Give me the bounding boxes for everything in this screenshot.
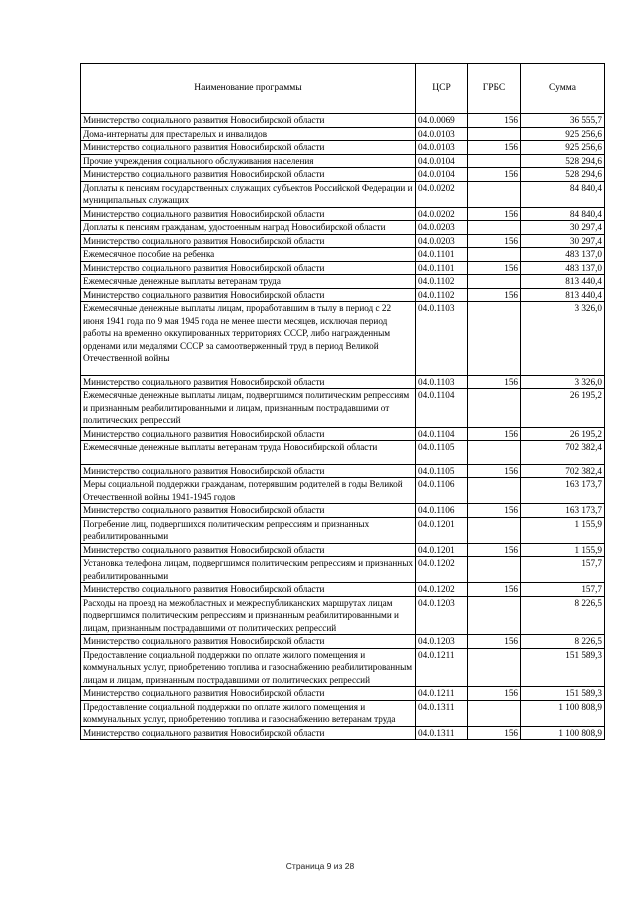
cell-grbs: 156 xyxy=(468,427,521,441)
cell-name: Доплаты к пенсиям государственных служащих субъектов Российской Федерации и муниципальных служащих xyxy=(81,181,416,207)
cell-grbs: 156 xyxy=(468,583,521,597)
cell-csr: 04.0.0104 xyxy=(416,168,468,182)
cell-grbs: 156 xyxy=(468,288,521,302)
header-name: Наименование программы xyxy=(81,64,416,114)
table-row xyxy=(81,543,605,557)
cell-sum: 84 840,4 xyxy=(521,207,605,221)
cell-grbs: 156 xyxy=(468,375,521,389)
cell-sum: 1 155,9 xyxy=(521,543,605,557)
cell-csr: 04.0.1105 xyxy=(416,441,468,465)
table-row xyxy=(81,288,605,302)
cell-csr: 04.0.1201 xyxy=(416,517,468,543)
cell-grbs: 156 xyxy=(468,726,521,740)
table-row xyxy=(81,464,605,478)
cell-grbs: 156 xyxy=(468,168,521,182)
cell-grbs: 156 xyxy=(468,234,521,248)
cell-name: Министерство социального развития Новосибирской области xyxy=(81,375,416,389)
cell-csr: 04.0.1203 xyxy=(416,635,468,649)
cell-csr: 04.0.1311 xyxy=(416,700,468,726)
cell-grbs xyxy=(468,221,521,235)
cell-grbs xyxy=(468,648,521,687)
cell-name: Погребение лиц, подвергшихся политическим репрессиям и признанных реабилитированными xyxy=(81,517,416,543)
cell-name: Расходы на проезд на межобластных и межреспубликанских маршрутах лицам подвергшимся политическим репрессиям и признанным реабилитированными и лицам, признанным пострадавшими от политических репрессий xyxy=(81,596,416,635)
cell-csr: 04.0.0202 xyxy=(416,207,468,221)
cell-name: Дома-интернаты для престарелых и инвалидов xyxy=(81,127,416,141)
cell-grbs xyxy=(468,557,521,583)
table-row xyxy=(81,154,605,168)
cell-sum: 30 297,4 xyxy=(521,221,605,235)
table-row xyxy=(81,375,605,389)
cell-sum: 528 294,6 xyxy=(521,168,605,182)
table-body xyxy=(81,114,605,740)
cell-grbs xyxy=(468,127,521,141)
cell-name: Министерство социального развития Новосибирской области xyxy=(81,504,416,518)
cell-name: Министерство социального развития Новосибирской области xyxy=(81,207,416,221)
table-row xyxy=(81,648,605,687)
table-row xyxy=(81,302,605,376)
cell-grbs xyxy=(468,700,521,726)
table-row xyxy=(81,635,605,649)
cell-sum: 151 589,3 xyxy=(521,648,605,687)
cell-sum: 925 256,6 xyxy=(521,127,605,141)
cell-grbs: 156 xyxy=(468,141,521,155)
cell-grbs: 156 xyxy=(468,687,521,701)
cell-csr: 04.0.1101 xyxy=(416,261,468,275)
table-row xyxy=(81,441,605,465)
cell-name: Министерство социального развития Новосибирской области xyxy=(81,141,416,155)
cell-sum: 157,7 xyxy=(521,583,605,597)
table-row xyxy=(81,557,605,583)
table-row xyxy=(81,275,605,289)
cell-name: Меры социальной поддержки гражданам, потерявшим родителей в годы Великой Отечественной войны 1941-1945 годов xyxy=(81,478,416,504)
table-row xyxy=(81,517,605,543)
cell-sum: 157,7 xyxy=(521,557,605,583)
cell-name: Министерство социального развития Новосибирской области xyxy=(81,464,416,478)
cell-sum: 702 382,4 xyxy=(521,464,605,478)
cell-csr: 04.0.1105 xyxy=(416,464,468,478)
cell-sum: 3 326,0 xyxy=(521,302,605,376)
cell-sum: 1 100 808,9 xyxy=(521,726,605,740)
cell-name: Предоставление социальной поддержки по оплате жилого помещения и коммунальных услуг, приобретению топлива и газоснабжению реабилитированным лицам и лицам, признанным пострадавшими от политических репрессий xyxy=(81,648,416,687)
document-sheet xyxy=(80,63,604,740)
cell-grbs: 156 xyxy=(468,543,521,557)
cell-csr: 04.0.1202 xyxy=(416,557,468,583)
cell-name: Министерство социального развития Новосибирской области xyxy=(81,635,416,649)
cell-name: Министерство социального развития Новосибирской области xyxy=(81,427,416,441)
cell-csr: 04.0.1106 xyxy=(416,478,468,504)
cell-name: Министерство социального развития Новосибирской области xyxy=(81,168,416,182)
table-row xyxy=(81,168,605,182)
table-row xyxy=(81,127,605,141)
cell-csr: 04.0.0069 xyxy=(416,114,468,128)
cell-sum: 26 195,2 xyxy=(521,427,605,441)
cell-name: Министерство социального развития Новосибирской области xyxy=(81,261,416,275)
cell-csr: 04.0.1202 xyxy=(416,583,468,597)
cell-grbs: 156 xyxy=(468,504,521,518)
table-row xyxy=(81,261,605,275)
cell-name: Министерство социального развития Новосибирской области xyxy=(81,234,416,248)
cell-name: Доплаты к пенсиям гражданам, удостоенным наград Новосибирской области xyxy=(81,221,416,235)
cell-grbs xyxy=(468,596,521,635)
cell-grbs xyxy=(468,248,521,262)
cell-csr: 04.0.1311 xyxy=(416,726,468,740)
cell-sum: 163 173,7 xyxy=(521,478,605,504)
cell-grbs: 156 xyxy=(468,207,521,221)
cell-grbs xyxy=(468,302,521,376)
table-row xyxy=(81,478,605,504)
cell-sum: 702 382,4 xyxy=(521,441,605,465)
cell-csr: 04.0.1201 xyxy=(416,543,468,557)
cell-csr: 04.0.1101 xyxy=(416,248,468,262)
cell-sum: 1 100 808,9 xyxy=(521,700,605,726)
cell-name: Министерство социального развития Новосибирской области xyxy=(81,726,416,740)
cell-csr: 04.0.1211 xyxy=(416,687,468,701)
cell-sum: 925 256,6 xyxy=(521,141,605,155)
table-row xyxy=(81,221,605,235)
cell-name: Ежемесячное пособие на ребенка xyxy=(81,248,416,262)
cell-grbs xyxy=(468,517,521,543)
cell-name: Министерство социального развития Новосибирской области xyxy=(81,114,416,128)
table-row xyxy=(81,248,605,262)
header-grbs: ГРБС xyxy=(468,64,521,114)
cell-csr: 04.0.1102 xyxy=(416,275,468,289)
cell-csr: 04.0.0103 xyxy=(416,141,468,155)
cell-name: Предоставление социальной поддержки по оплате жилого помещения и коммунальных услуг, приобретению топлива и газоснабжению ветеранам труда xyxy=(81,700,416,726)
table-row xyxy=(81,389,605,428)
cell-sum: 151 589,3 xyxy=(521,687,605,701)
cell-grbs: 156 xyxy=(468,261,521,275)
table-row xyxy=(81,583,605,597)
cell-sum: 163 173,7 xyxy=(521,504,605,518)
table-row xyxy=(81,687,605,701)
cell-sum: 1 155,9 xyxy=(521,517,605,543)
cell-sum: 528 294,6 xyxy=(521,154,605,168)
table-row xyxy=(81,114,605,128)
cell-sum: 483 137,0 xyxy=(521,261,605,275)
cell-sum: 26 195,2 xyxy=(521,389,605,428)
cell-grbs xyxy=(468,478,521,504)
table-row xyxy=(81,141,605,155)
cell-grbs xyxy=(468,389,521,428)
cell-name: Ежемесячные денежные выплаты лицам, подвергшимся политическим репрессиям и признанным реабилитированными и лицам, признанным пострадавшими от политических репрессий xyxy=(81,389,416,428)
cell-name: Прочие учреждения социального обслуживания населения xyxy=(81,154,416,168)
cell-sum: 8 226,5 xyxy=(521,596,605,635)
cell-csr: 04.0.1104 xyxy=(416,427,468,441)
cell-grbs: 156 xyxy=(468,464,521,478)
cell-name: Министерство социального развития Новосибирской области xyxy=(81,583,416,597)
cell-csr: 04.0.1203 xyxy=(416,596,468,635)
cell-grbs xyxy=(468,441,521,465)
cell-csr: 04.0.1106 xyxy=(416,504,468,518)
cell-grbs: 156 xyxy=(468,635,521,649)
header-sum: Сумма xyxy=(521,64,605,114)
cell-sum: 483 137,0 xyxy=(521,248,605,262)
cell-grbs: 156 xyxy=(468,114,521,128)
cell-csr: 04.0.0103 xyxy=(416,127,468,141)
cell-name: Ежемесячные денежные выплаты лицам, проработавшим в тылу в период с 22 июня 1941 года по 9 мая 1945 года не менее шести месяцев, исключая период работы на временно оккупированных территориях СССР, либо награжденным орденами или медалями СССР за самоотверженный труд в период Великой Отечественной войны xyxy=(81,302,416,376)
cell-name: Министерство социального развития Новосибирской области xyxy=(81,687,416,701)
cell-csr: 04.0.1211 xyxy=(416,648,468,687)
cell-sum: 813 440,4 xyxy=(521,275,605,289)
table-row xyxy=(81,726,605,740)
cell-sum: 84 840,4 xyxy=(521,181,605,207)
table-row xyxy=(81,181,605,207)
table-row xyxy=(81,427,605,441)
cell-csr: 04.0.0203 xyxy=(416,221,468,235)
cell-csr: 04.0.1104 xyxy=(416,389,468,428)
cell-sum: 3 326,0 xyxy=(521,375,605,389)
cell-csr: 04.0.1102 xyxy=(416,288,468,302)
cell-sum: 30 297,4 xyxy=(521,234,605,248)
page-footer: Страница 9 из 28 xyxy=(285,861,355,871)
table-row xyxy=(81,700,605,726)
cell-name: Министерство социального развития Новосибирской области xyxy=(81,288,416,302)
cell-name: Ежемесячные денежные выплаты ветеранам труда xyxy=(81,275,416,289)
cell-csr: 04.0.1103 xyxy=(416,375,468,389)
table-row xyxy=(81,207,605,221)
cell-name: Установка телефона лицам, подвергшимся политическим репрессиям и признанных реабилитированными xyxy=(81,557,416,583)
table-row xyxy=(81,596,605,635)
cell-name: Ежемесячные денежные выплаты ветеранам труда Новосибирской области xyxy=(81,441,416,465)
cell-sum: 813 440,4 xyxy=(521,288,605,302)
table-row xyxy=(81,504,605,518)
cell-csr: 04.0.0203 xyxy=(416,234,468,248)
cell-csr: 04.0.0104 xyxy=(416,154,468,168)
cell-name: Министерство социального развития Новосибирской области xyxy=(81,543,416,557)
cell-grbs xyxy=(468,154,521,168)
cell-csr: 04.0.1103 xyxy=(416,302,468,376)
header-csr: ЦСР xyxy=(416,64,468,114)
table-header-row xyxy=(81,64,605,114)
cell-grbs xyxy=(468,275,521,289)
cell-sum: 8 226,5 xyxy=(521,635,605,649)
cell-csr: 04.0.0202 xyxy=(416,181,468,207)
cell-sum: 36 555,7 xyxy=(521,114,605,128)
table-row xyxy=(81,234,605,248)
budget-table xyxy=(80,63,605,740)
cell-grbs xyxy=(468,181,521,207)
